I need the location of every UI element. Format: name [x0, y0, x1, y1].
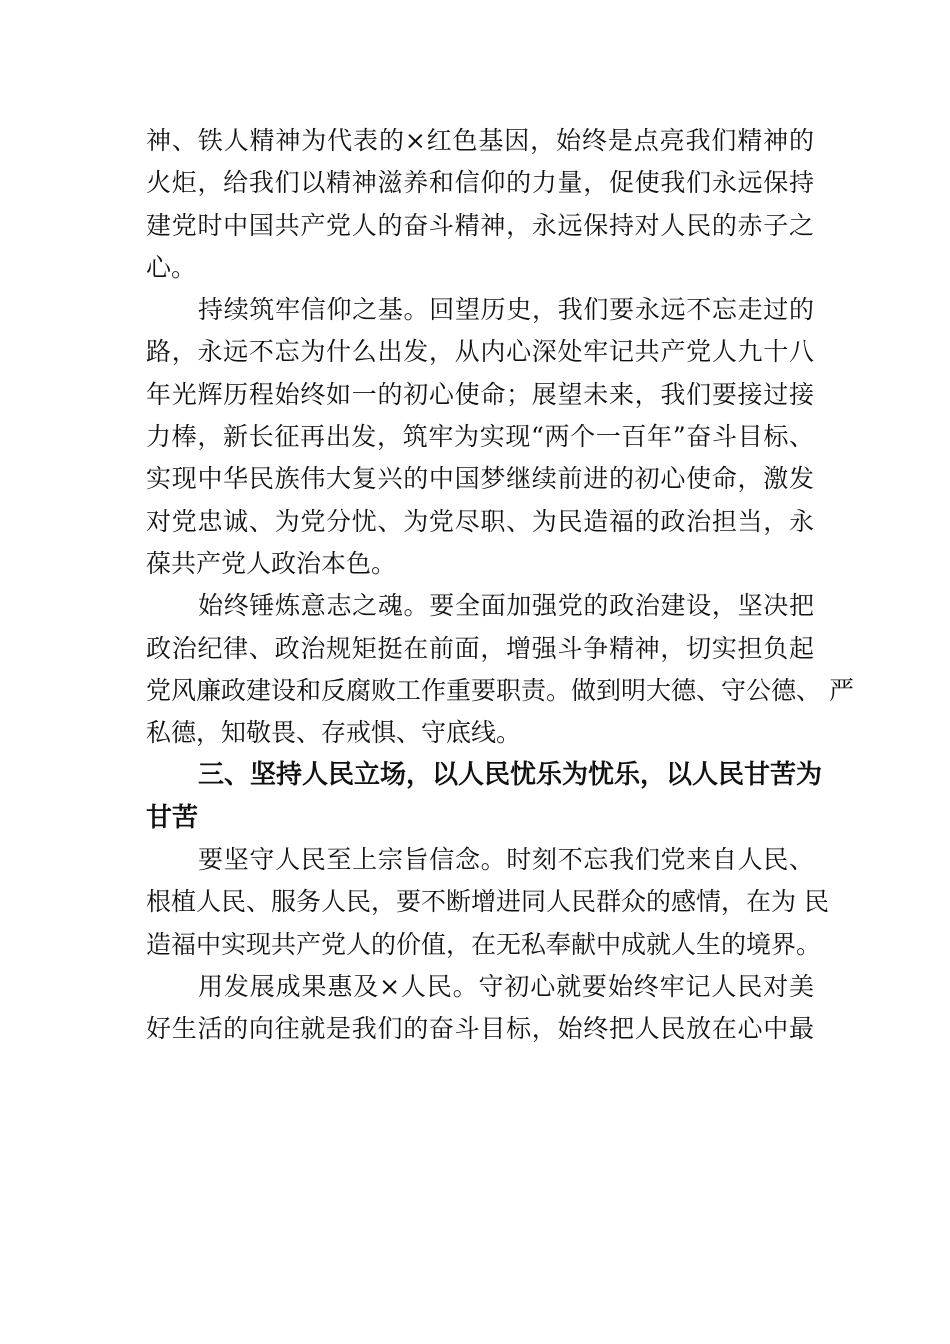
text-line: 路，永远不忘为什么出发，从内心深处牢记共产党人九十八	[146, 337, 814, 367]
text-line: 神、铁人精神为代表的×红色基因，始终是点亮我们精神的	[146, 126, 814, 155]
text-line: 持续筑牢信仰之基。回望历史，我们要永远不忘走过的	[198, 295, 814, 325]
text-line: 政治纪律、政治规矩挺在前面，增强斗争精神，切实担负起	[146, 633, 814, 663]
heading-line: 甘苦	[146, 802, 199, 833]
text-line: 火炬，给我们以精神滋养和信仰的力量，促使我们永远保持	[146, 168, 814, 198]
section-heading	[146, 754, 823, 839]
document-body	[146, 120, 854, 1051]
paragraph-faith-foundation	[146, 289, 814, 585]
text-line: 力棒，新长征再出发，筑牢为实现“两个一百年”奋斗目标、	[146, 422, 814, 452]
heading-line: 三、坚持人民立场，以人民忧乐为忧乐，以人民甘苦为	[198, 760, 823, 791]
text-line: 根植人民、服务人民，要不断增进同人民群众的感情，在为 民	[146, 887, 829, 917]
paragraph-development-results	[146, 966, 814, 1051]
paragraph-will-soul	[146, 585, 854, 754]
text-line: 要坚守人民至上宗旨信念。时刻不忘我们党来自人民、	[198, 845, 814, 875]
text-line: 好生活的向往就是我们的奋斗目标，始终把人民放在心中最	[146, 1014, 814, 1044]
text-line: 葆共产党人政治本色。	[146, 548, 397, 578]
text-line: 年光辉历程始终如一的初心使命；展望未来，我们要接过接	[146, 379, 814, 409]
text-line: 造福中实现共产党人的价值，在无私奉献中成就人生的境界。	[146, 929, 822, 959]
paragraph-people-first	[146, 839, 829, 966]
text-line: 建党时中国共产党人的奋斗精神，永远保持对人民的赤子之	[146, 210, 814, 240]
text-line: 私德，知敬畏、存戒惧、守底线。	[146, 718, 522, 748]
text-line: 实现中华民族伟大复兴的中国梦继续前进的初心使命，激发	[146, 464, 814, 494]
text-line: 用发展成果惠及×人民。守初心就要始终牢记人民对美	[198, 971, 814, 1001]
text-line: 心。	[146, 252, 197, 282]
text-line: 对党忠诚、为党分忧、为党尽职、为民造福的政治担当，永	[146, 506, 814, 536]
text-line: 始终锤炼意志之魂。要全面加强党的政治建设，坚决把	[198, 591, 814, 621]
text-line: 党风廉政建设和反腐败工作重要职责。做到明大德、守公德、 严	[146, 675, 854, 705]
paragraph-continuation	[146, 120, 814, 289]
